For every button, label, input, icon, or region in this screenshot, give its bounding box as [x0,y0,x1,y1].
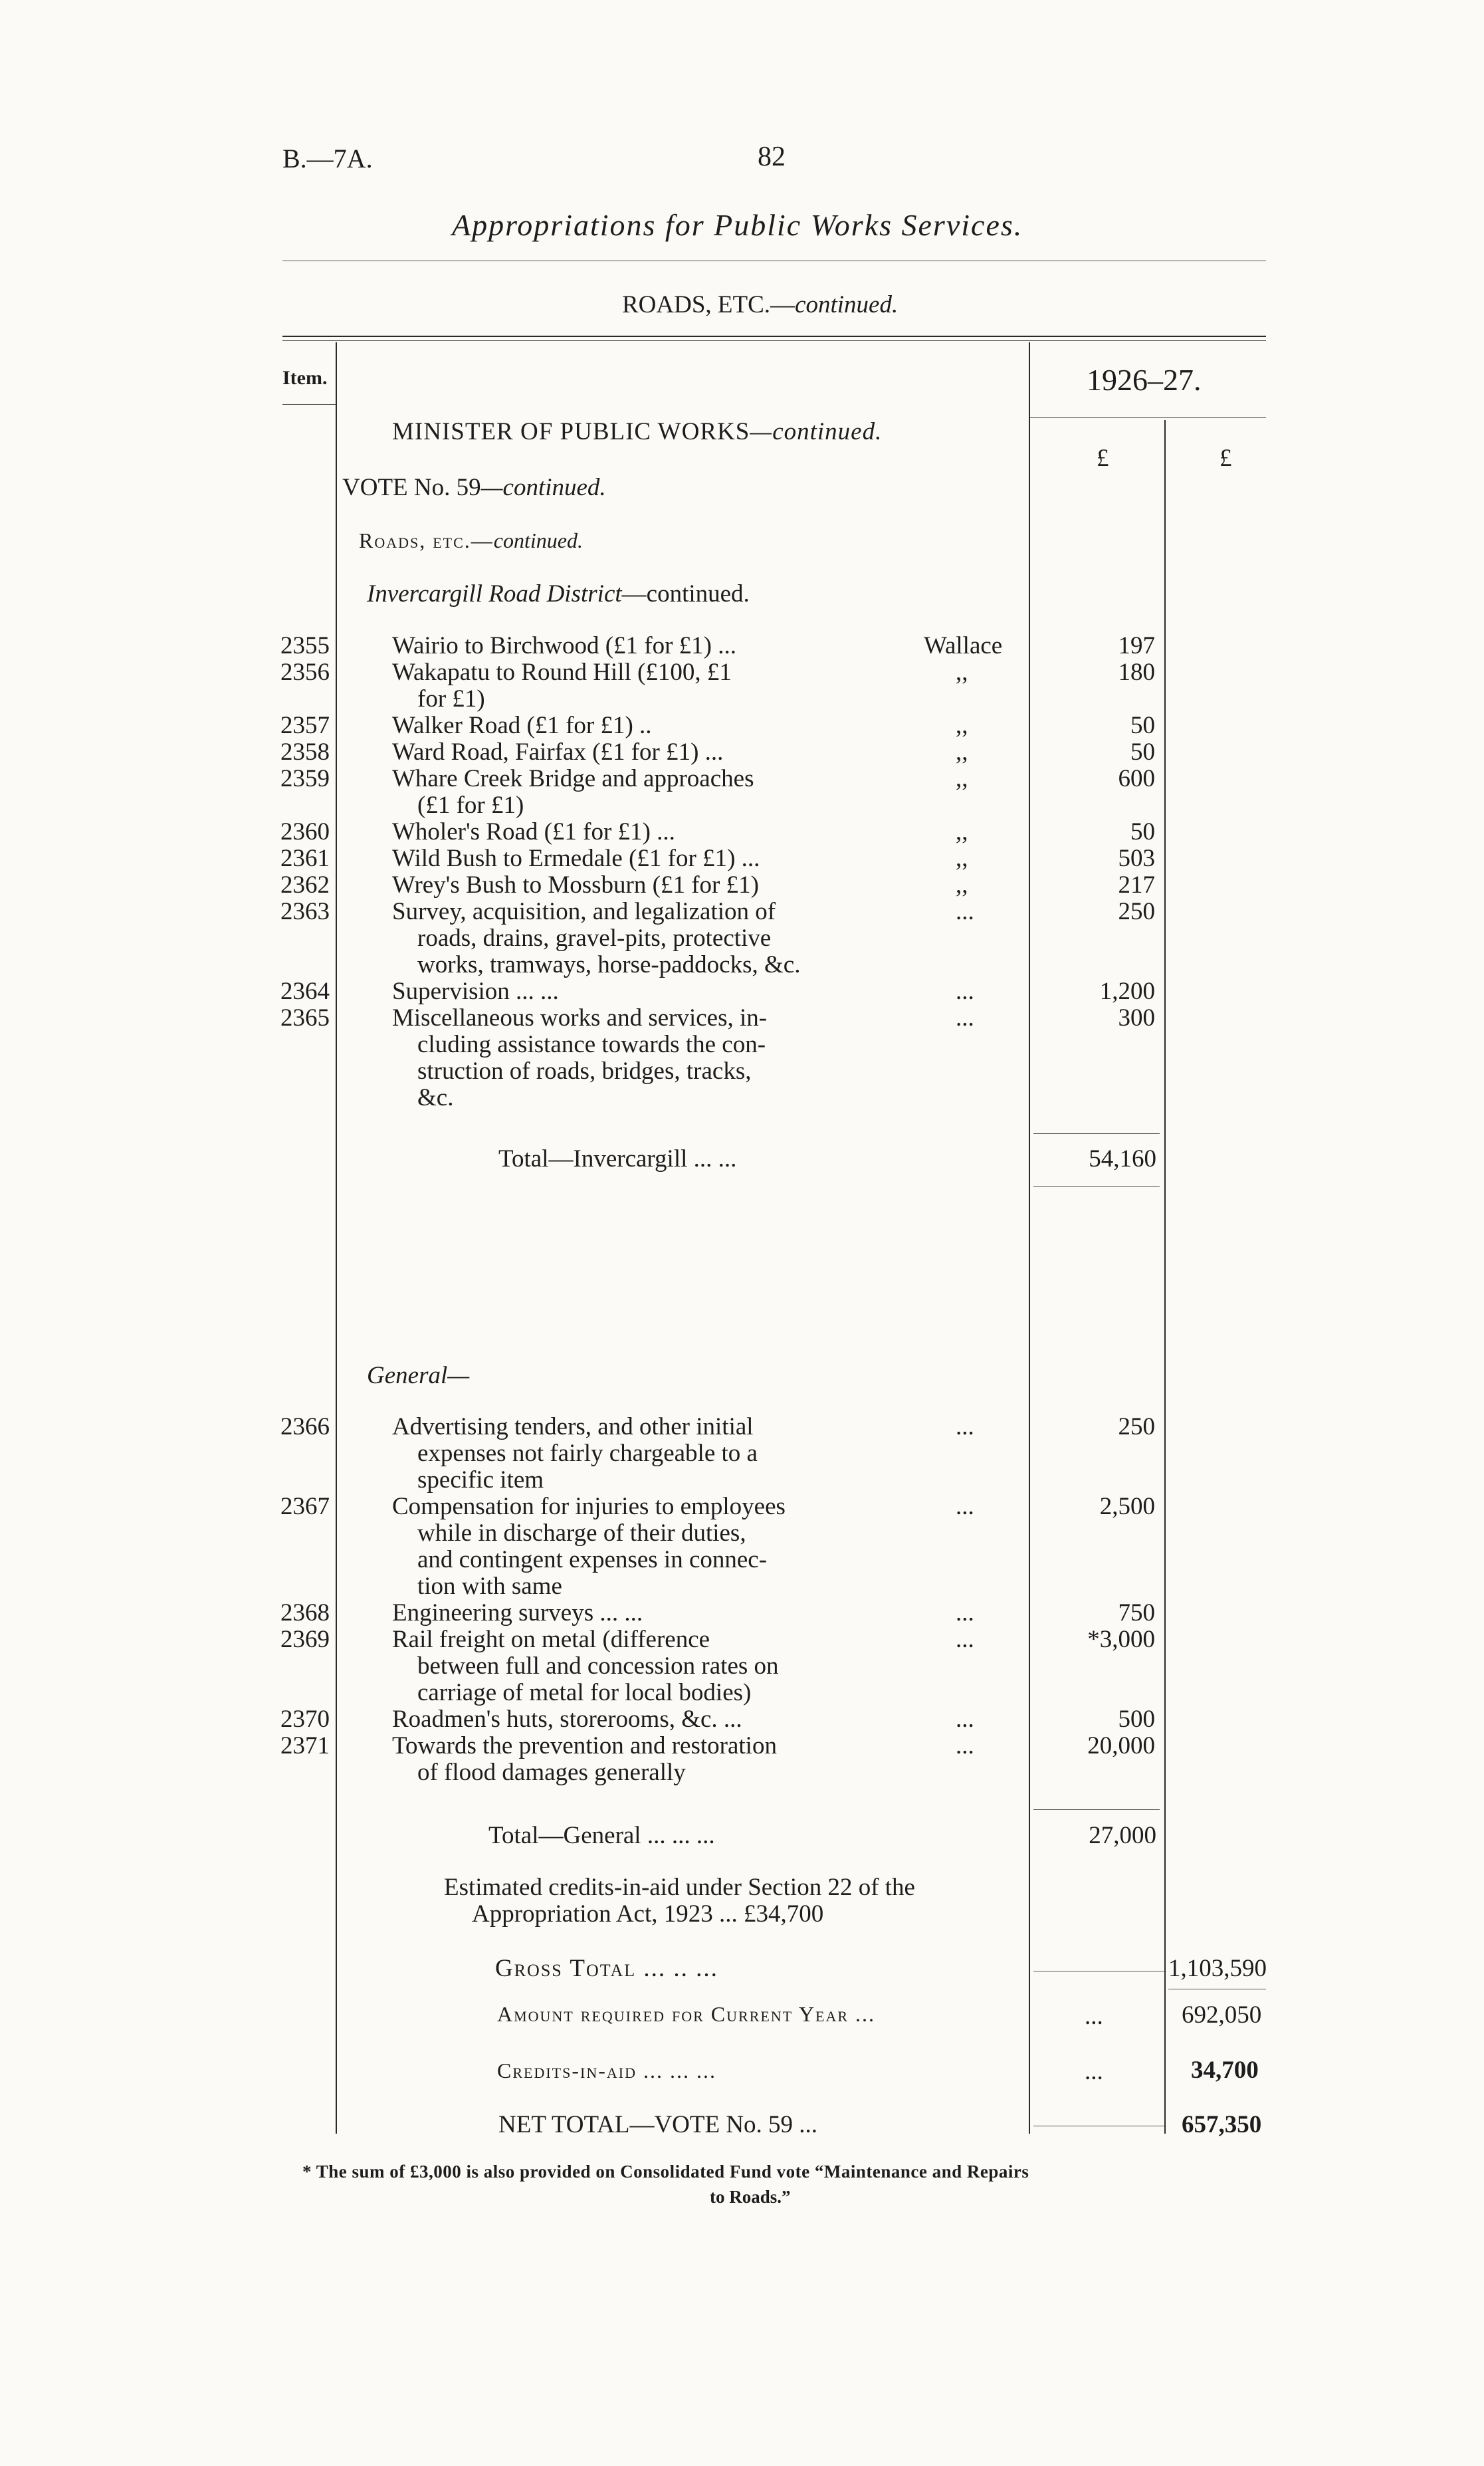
item-description-line: Whare Creek Bridge and approaches [392,765,754,792]
item-description-line: tion with same [417,1573,562,1600]
item-number: 2366 [280,1413,330,1440]
page-number: 82 [758,142,786,172]
page-title: Appropriations for Public Works Services. [452,208,1023,242]
item-amount: 197 [1118,632,1155,659]
item-description-line: expenses not fairly chargeable to a [417,1440,758,1467]
item-number: 2368 [280,1599,330,1626]
net-total-value: 657,350 [1182,2111,1262,2138]
item-amount: 217 [1118,871,1155,899]
item-place: ... [956,1413,974,1440]
item-place: ... [956,1626,974,1653]
table-top-rule-inner [282,340,1266,341]
section-heading [622,290,898,319]
net-total-label: NET TOTAL—VOTE No. 59 ... [498,2111,818,2138]
item-number: 2359 [280,765,330,792]
table-top-rule [282,336,1266,337]
roads-heading-main: Roads, etc.— [359,528,494,552]
item-place: ,, [956,712,968,739]
amount-required-value: 692,050 [1182,2001,1262,2029]
item-description-line: Wakapatu to Round Hill (£100, £1 [392,659,732,686]
item-place: ,, [956,871,968,899]
credits-note-line-1: Estimated credits-in-aid under Section 22 of the [444,1874,915,1901]
item-description-line: roads, drains, gravel-pits, protective [417,925,772,952]
amount-required-dots: ... [1085,2003,1103,2030]
gross-total-amount: 1,103,590 [1168,1955,1267,1982]
item-amount: 180 [1118,659,1155,686]
item-place: ... [956,1004,974,1032]
item-description-line: cluding assistance towards the con- [417,1031,766,1058]
item-amount: 50 [1130,738,1155,766]
year-header-rule [1029,417,1266,418]
item-description-line: Survey, acquisition, and legalization of [392,898,776,925]
item-amount: 2,500 [1099,1493,1155,1520]
item-amount: *3,000 [1087,1626,1155,1653]
item-number: 2363 [280,898,330,925]
credits-in-aid-label [497,2059,716,2083]
item-description-line: Miscellaneous works and services, in- [392,1004,768,1032]
credits-note-line-2: Appropriation Act, 1923 ... £34,700 [472,1900,824,1928]
credits-in-aid-label-text: Credits-in-aid ... ... ... [497,2059,716,2082]
item-description-line: while in discharge of their duties, [417,1519,746,1547]
item-description-line: Towards the prevention and restoration [392,1732,777,1759]
item-number: 2364 [280,978,330,1005]
item-description-line: Wrey's Bush to Mossburn (£1 for £1) [392,871,759,899]
item-number: 2356 [280,659,330,686]
item-number: 2355 [280,632,330,659]
item-place: ... [956,1732,974,1759]
total-general-label: Total—General ... ... ... [488,1822,715,1849]
item-place: ... [956,978,974,1005]
vote-heading-main: VOTE No. 59 [342,474,481,501]
item-description-line: and contingent expenses in connec- [417,1546,768,1573]
item-place: ,, [956,765,968,792]
item-place: ,, [956,845,968,872]
item-description-line: struction of roads, bridges, tracks, [417,1058,752,1085]
item-amount: 503 [1118,845,1155,872]
item-number: 2367 [280,1493,330,1520]
item-description-line: between full and concession rates on [417,1652,779,1680]
district-heading-main: Invercargill Road District [367,580,622,608]
item-description-line: Wild Bush to Ermedale (£1 for £1) ... [392,845,760,872]
item-place: ... [956,1599,974,1626]
amount-required-label [497,2002,875,2027]
district-heading [367,580,750,608]
total-invercargill-rule-bottom [1033,1186,1160,1187]
total-general-amount: 27,000 [1089,1822,1156,1849]
column-header-pound-1: £ [1097,445,1109,472]
roads-heading-continued: continued. [493,528,583,552]
item-amount: 50 [1130,818,1155,845]
item-amount: 250 [1118,1413,1155,1440]
amount-column-rule-left [1029,342,1030,2134]
item-amount: 600 [1118,765,1155,792]
item-description-line: Compensation for injuries to employees [392,1493,786,1520]
item-number: 2358 [280,738,330,766]
item-description-line: (£1 for £1) [417,792,524,819]
item-place: ,, [956,738,968,766]
vote-heading-continued: —continued. [480,474,606,501]
item-number: 2369 [280,1626,330,1653]
ministry-heading-continued: —continued. [750,418,883,445]
item-amount: 300 [1118,1004,1155,1032]
total-invercargill-label: Total—Invercargill ... ... [498,1145,737,1173]
gross-total-label-text: Gross Total ... .. ... [495,1955,718,1982]
item-column-rule [336,342,337,2134]
item-number: 2365 [280,1004,330,1032]
amount-column-rule-middle [1164,420,1166,2134]
gross-total-label [495,1954,718,1983]
credits-in-aid-value: 34,700 [1191,2057,1259,2084]
item-header-rule [282,404,336,405]
footnote-line-2: to Roads.” [710,2187,791,2207]
section-heading-continued: continued. [795,291,899,318]
item-place: ... [956,1493,974,1520]
item-place: Wallace [924,632,1003,659]
ministry-heading-main: MINISTER OF PUBLIC WORKS [392,418,750,445]
item-number: 2361 [280,845,330,872]
item-place: ... [956,1706,974,1733]
item-amount: 20,000 [1087,1732,1155,1759]
item-description-line: Wholer's Road (£1 for £1) ... [392,818,675,845]
section-heading-main: ROADS, ETC.— [622,291,795,318]
item-amount: 1,200 [1099,978,1155,1005]
item-description-line: &c. [417,1084,454,1111]
document-reference: B.—7A. [282,144,373,173]
item-amount: 750 [1118,1599,1155,1626]
column-header-item: Item. [282,367,328,389]
item-place: ,, [956,659,968,686]
vote-heading [342,473,606,502]
amount-required-label-text: Amount required for Current Year ... [497,2002,876,2026]
item-description-line: Ward Road, Fairfax (£1 for £1) ... [392,738,724,766]
item-description-line: Supervision ... ... [392,978,559,1005]
item-description-line: specific item [417,1466,544,1494]
roads-heading [359,528,583,553]
item-description-line: of flood damages generally [417,1759,686,1786]
credits-in-aid-dots: ... [1085,2058,1103,2085]
total-general-rule [1033,1809,1160,1810]
total-invercargill-amount: 54,160 [1089,1145,1156,1173]
item-number: 2357 [280,712,330,739]
item-place: ,, [956,818,968,845]
item-description-line: Engineering surveys ... ... [392,1599,643,1626]
item-amount: 50 [1130,712,1155,739]
item-description-line: Rail freight on metal (difference [392,1626,710,1653]
ministry-heading [392,417,882,446]
item-number: 2362 [280,871,330,899]
column-header-pound-2: £ [1219,445,1232,472]
item-description-line: Roadmen's huts, storerooms, &c. ... [392,1706,742,1733]
item-number: 2370 [280,1706,330,1733]
total-invercargill-rule [1033,1133,1160,1134]
item-description-line: for £1) [417,685,485,713]
item-description-line: Walker Road (£1 for £1) .. [392,712,652,739]
item-description-line: carriage of metal for local bodies) [417,1679,752,1706]
item-amount: 250 [1118,898,1155,925]
general-heading: General— [367,1362,470,1389]
column-header-year: 1926–27. [1087,363,1202,397]
item-description-line: Advertising tenders, and other initial [392,1413,754,1440]
district-heading-continued: —continued. [621,580,750,608]
item-number: 2371 [280,1732,330,1759]
footnote-line-1: * The sum of £3,000 is also provided on Consolidated Fund vote “Maintenance and Repairs [302,2162,1029,2182]
item-description-line: works, tramways, horse-paddocks, &c. [417,951,801,978]
item-description-line: Wairio to Birchwood (£1 for £1) ... [392,632,736,659]
item-amount: 500 [1118,1706,1155,1733]
item-place: ... [956,898,974,925]
item-number: 2360 [280,818,330,845]
